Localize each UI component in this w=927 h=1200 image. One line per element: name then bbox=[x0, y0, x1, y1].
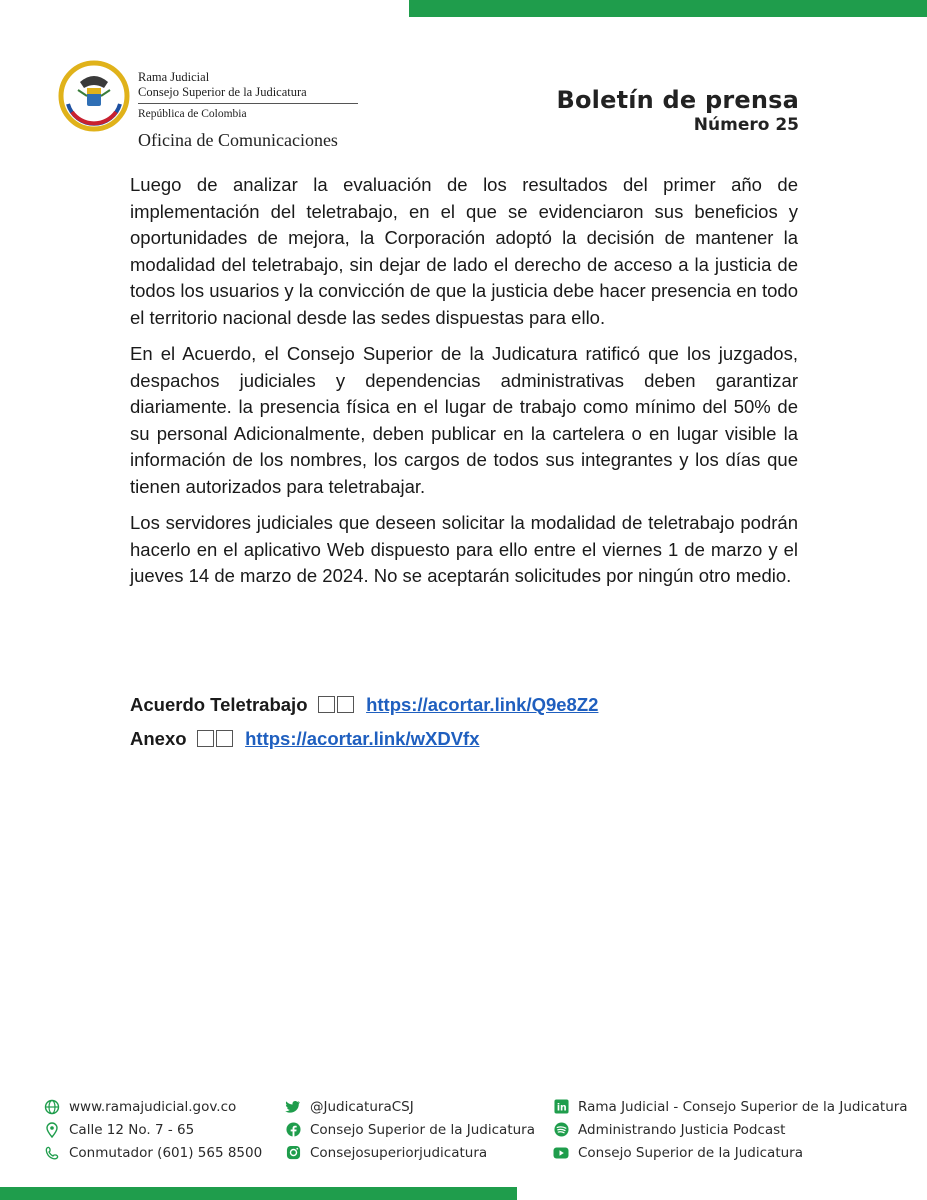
footer-text: Conmutador (601) 565 8500 bbox=[69, 1144, 263, 1161]
org-council: Consejo Superior de la Judicatura bbox=[138, 85, 307, 99]
office-name: Oficina de Comunicaciones bbox=[138, 130, 338, 150]
missing-glyph-icon bbox=[313, 694, 361, 715]
linkedin-icon bbox=[553, 1099, 569, 1115]
footer-item-twitter[interactable] bbox=[285, 1095, 535, 1118]
coat-of-arms-icon bbox=[58, 60, 130, 132]
org-name: Rama Judicial bbox=[138, 70, 210, 84]
footer-text: Administrando Justicia Podcast bbox=[578, 1121, 786, 1138]
reference-links bbox=[130, 692, 598, 760]
paragraph: Luego de analizar la evaluación de los resultados del primer año de implementación del teletrabajo, en el que se evidenciaron sus beneficios y oportunidades de mejora, la Corporación adoptó la decisión de mantener la modalidad del teletrabajo, sin dejar de lado el derecho de acceso a la justicia de todos los usuarios y la convicción de que la justicia debe hacer presencia en todo el territorio nacional desde las sedes dispuestas para ello. bbox=[130, 174, 798, 328]
instagram-icon bbox=[285, 1145, 301, 1161]
footer-contact-column bbox=[44, 1095, 262, 1164]
footer-text: Consejo Superior de la Judicatura bbox=[578, 1144, 803, 1161]
org-country: República de Colombia bbox=[138, 108, 247, 120]
facebook-icon bbox=[285, 1122, 301, 1138]
reference-link[interactable]: https://acortar.link/Q9e8Z2 bbox=[366, 694, 599, 715]
footer-item-youtube[interactable] bbox=[553, 1141, 908, 1164]
location-pin-icon bbox=[44, 1122, 60, 1138]
top-accent-bar bbox=[409, 0, 927, 17]
footer-text: Rama Judicial - Consejo Superior de la Judicatura bbox=[578, 1098, 908, 1115]
footer-media-column bbox=[553, 1095, 908, 1164]
reference-link[interactable]: https://acortar.link/wXDVfx bbox=[245, 728, 480, 749]
globe-icon bbox=[44, 1099, 60, 1115]
paragraph: Los servidores judiciales que deseen solicitar la modalidad de teletrabajo podrán hacerlo en el aplicativo Web dispuesto para ello entre el viernes 1 de marzo y el jueves 14 de marzo de 2024. No se aceptarán solicitudes por ningún otro medio. bbox=[130, 512, 798, 586]
bottom-accent-bar bbox=[0, 1187, 517, 1200]
footer-item-instagram[interactable] bbox=[285, 1141, 535, 1164]
missing-glyph-icon bbox=[192, 728, 240, 749]
reference-label: Anexo bbox=[130, 728, 187, 749]
bulletin-title: Boletín de prensa bbox=[556, 86, 799, 114]
reference-label: Acuerdo Teletrabajo bbox=[130, 694, 308, 715]
footer-item-podcast[interactable] bbox=[553, 1118, 908, 1141]
footer-text: Consejo Superior de la Judicatura bbox=[310, 1121, 535, 1138]
press-release-body bbox=[130, 172, 798, 600]
spotify-icon bbox=[553, 1122, 569, 1138]
youtube-icon bbox=[553, 1145, 569, 1161]
svg-text:in: in bbox=[556, 1102, 567, 1114]
org-divider bbox=[138, 103, 358, 104]
footer-text: www.ramajudicial.gov.co bbox=[69, 1098, 237, 1115]
bulletin-heading bbox=[557, 86, 800, 136]
footer-text: Calle 12 No. 7 - 65 bbox=[69, 1121, 195, 1138]
footer-item-phone bbox=[44, 1141, 262, 1164]
footer-item-address bbox=[44, 1118, 262, 1141]
footer-item-linkedin[interactable] bbox=[553, 1095, 908, 1118]
reference-item bbox=[130, 692, 598, 718]
twitter-icon bbox=[285, 1099, 301, 1115]
footer-text: Consejosuperiorjudicatura bbox=[310, 1144, 488, 1161]
footer-item-website[interactable] bbox=[44, 1095, 262, 1118]
phone-icon bbox=[44, 1145, 60, 1161]
bulletin-number: Número 25 bbox=[693, 115, 799, 135]
footer-text: @JudicaturaCSJ bbox=[310, 1098, 414, 1115]
institution-logo bbox=[58, 60, 368, 160]
paragraph: En el Acuerdo, el Consejo Superior de la Judicatura ratificó que los juzgados, despachos judiciales y dependencias administrativas deben garantizar diariamente. la presencia física en el lugar de trabajo como mínimo del 50% de su personal Adicionalmente, deben publicar en la cartelera o en lugar visible la información de los nombres, los cargos de todos sus integrantes y los días que tienen autorizados para teletrabajar. bbox=[130, 343, 798, 497]
footer-item-facebook[interactable] bbox=[285, 1118, 535, 1141]
footer-social-column bbox=[285, 1095, 535, 1164]
reference-item bbox=[130, 726, 598, 752]
